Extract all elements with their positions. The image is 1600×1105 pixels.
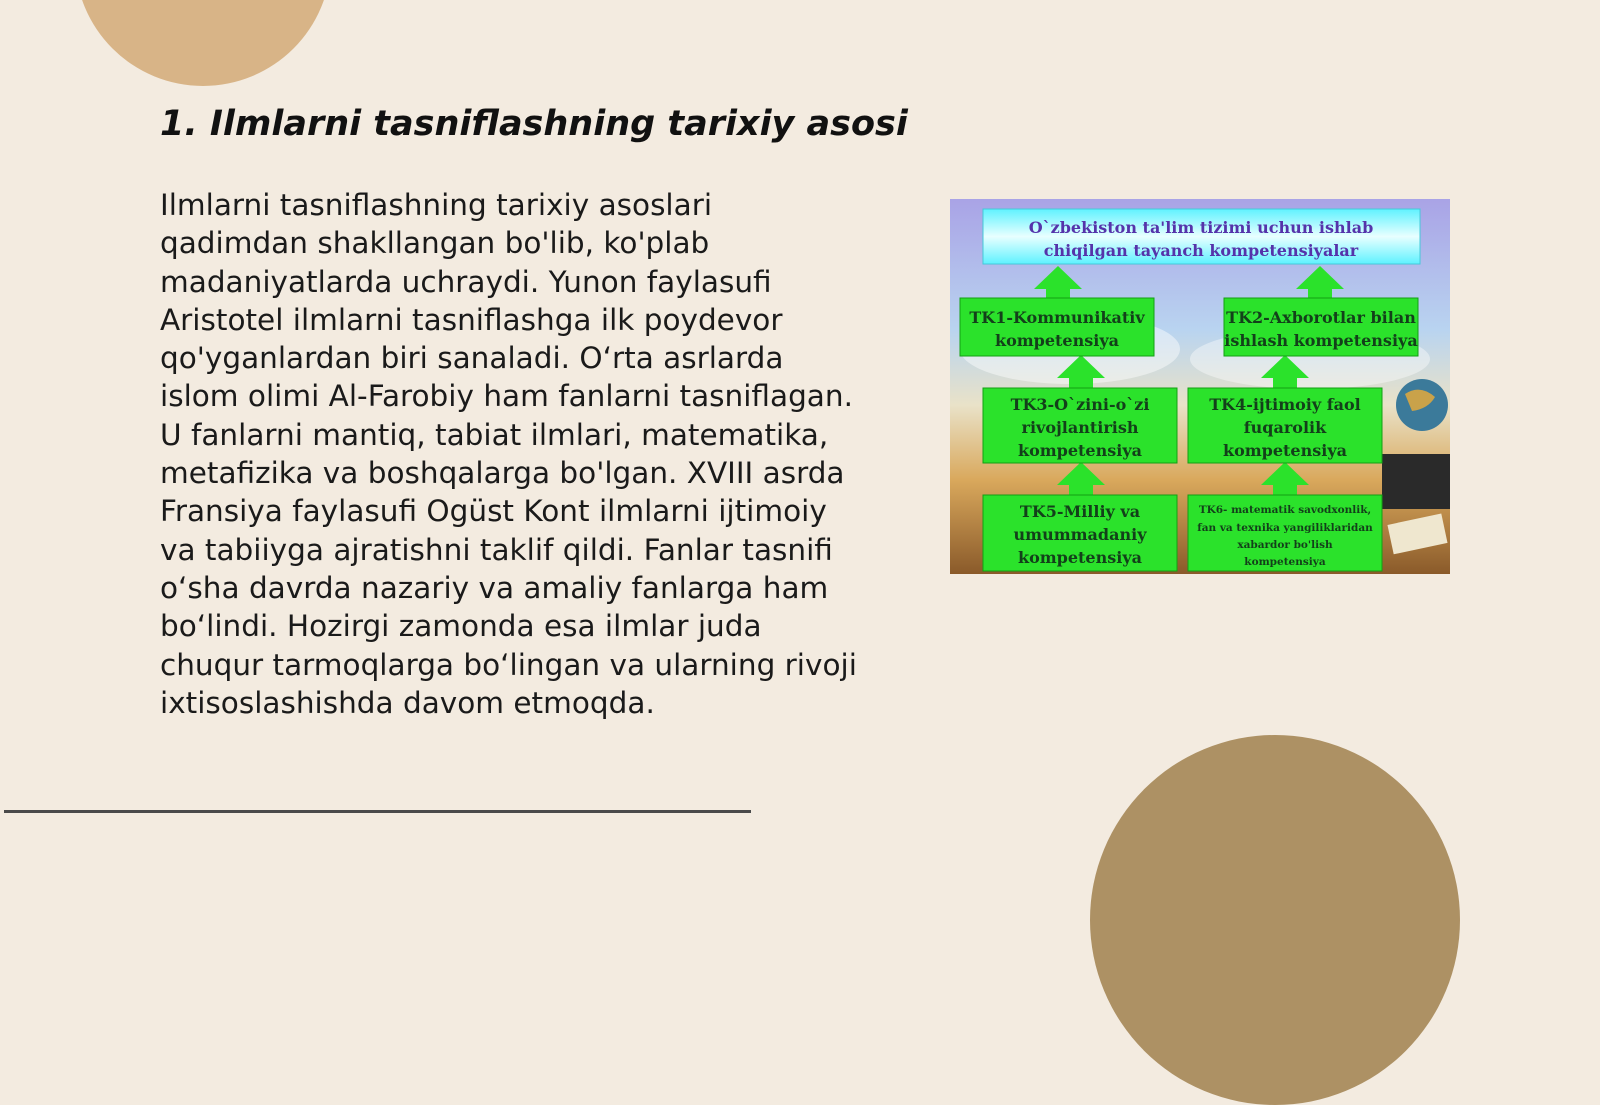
tk4-label-line3: kompetensiya	[1222, 441, 1348, 460]
decorative-circle-bottom	[1090, 735, 1460, 1105]
tk6-label-line4: kompetensiya	[1244, 556, 1326, 568]
slide-body-text: Ilmlarni tasniflashning tarixiy asoslari qadimdan shakllangan bo'lib, ko'plab madaniyatlarda uchraydi. Yunon faylasufi Aristotel ilmlarni tasniflashga ilk poydevor qo'yganlardan biri sanaladi. O‘rta asrlarda islom olimi Al-Farobiy ham fanlarni tasniflagan. U fanlarni mantiq, tabiat ilmlari, matematika, metafizika va boshqalarga bo'lgan. XVIII asrda Fransiya faylasufi Ogüst Kont ilmlarni ijtimoiy va tabiiyga ajratishni taklif qildi. Fanlar tasnifi o‘sha davrda nazariy va amaliy fanlarga ham bo‘lindi. Hozirgi zamonda esa ilmlar juda chuqur tarmoqlarga bo‘lingan va ularning rivoji ixtisoslashishda davom etmoqda.	[160, 188, 857, 720]
diagram-header-line2: chiqilgan tayanch kompetensiyalar	[1043, 241, 1359, 260]
tk4-label-line1: TK4-ijtimoiy faol	[1209, 395, 1361, 414]
tk2-label-line1: TK2-Axborotlar bilan	[1226, 308, 1416, 327]
tk1-label-line2: kompetensiya	[994, 331, 1120, 350]
tk6-label-line2: fan va texnika yangiliklaridan	[1197, 522, 1373, 534]
tk1-label-line1: TK1-Kommunikativ	[969, 308, 1145, 327]
tk5-label-line3: kompetensiya	[1017, 548, 1143, 567]
competency-diagram-image	[950, 199, 1450, 574]
diagram-header-line1: O`zbekiston ta'lim tizimi uchun ishlab	[1028, 218, 1374, 237]
chalkboard-icon	[1382, 454, 1450, 509]
decorative-circle-top	[75, 0, 331, 86]
divider-line	[4, 810, 751, 813]
tk5-label-line2: umummadaniy	[1013, 525, 1147, 544]
tk5-label-line1: TK5-Milliy va	[1019, 502, 1141, 521]
tk6-label-line1: TK6- matematik savodxonlik,	[1198, 504, 1372, 516]
tk3-label-line3: kompetensiya	[1017, 441, 1143, 460]
tk3-label-line1: TK3-O`zini-o`zi	[1010, 395, 1150, 414]
slide-title: 1. Ilmlarni tasniflashning tarixiy asosi	[160, 104, 908, 144]
tk2-label-line2: ishlash kompetensiya	[1224, 331, 1418, 350]
tk4-label-line2: fuqarolik	[1243, 418, 1327, 437]
tk3-label-line2: rivojlantirish	[1021, 418, 1139, 437]
tk6-label-line3: xabardor bo'lish	[1237, 539, 1333, 551]
